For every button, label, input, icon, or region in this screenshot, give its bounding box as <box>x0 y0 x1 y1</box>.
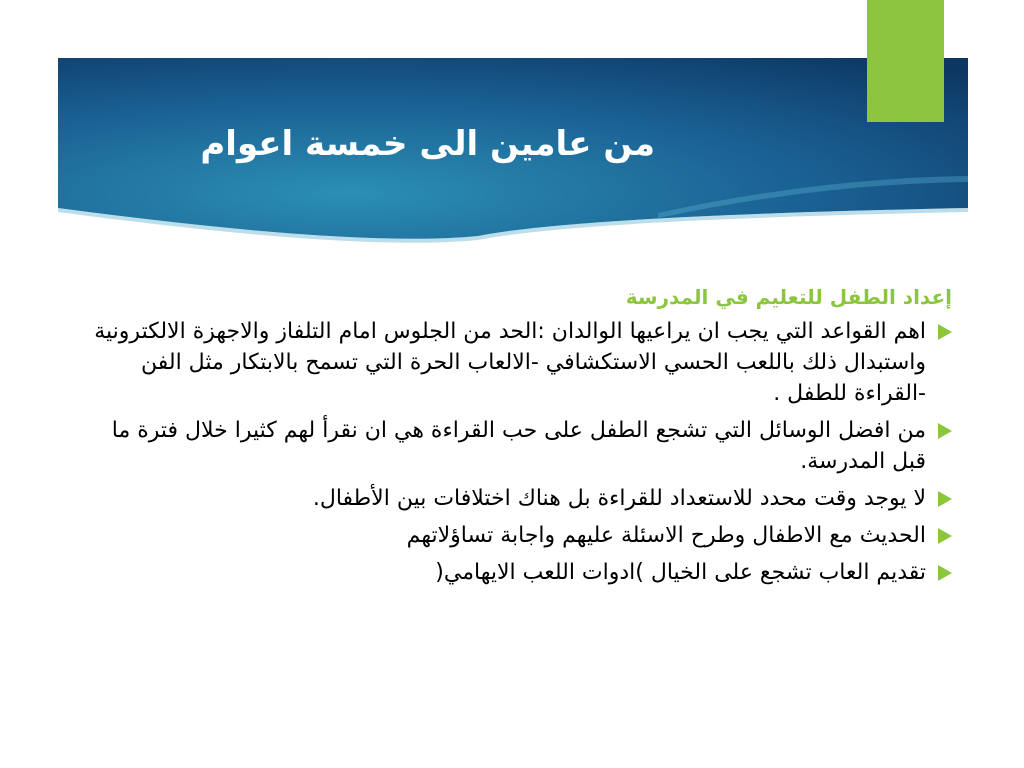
list-item <box>90 520 952 551</box>
triangle-bullet-icon <box>938 528 952 544</box>
triangle-bullet-icon <box>938 491 952 507</box>
triangle-bullet-icon <box>938 423 952 439</box>
slide-content <box>90 280 952 594</box>
list-item <box>90 483 952 514</box>
list-item <box>90 557 952 588</box>
triangle-bullet-icon <box>938 565 952 581</box>
list-item <box>90 316 952 409</box>
accent-bar <box>867 0 944 122</box>
bullet-text: من افضل الوسائل التي تشجع الطفل على حب القراءة هي ان نقرأ لهم كثيرا خلال فترة ما قبل المدرسة. <box>111 418 926 474</box>
slide-title: من عامين الى خمسة اعوام <box>200 124 655 164</box>
bullet-text: اهم القواعد التي يجب ان يراعيها الوالدان :الحد من الجلوس امام التلفاز والاجهزة الالكترونية واستبدال ذلك باللعب الحسي الاستكشافي -الالعاب الحرة التي تسمح بالابتكار مثل الفن -القراءة للطفل . <box>94 319 926 406</box>
bullet-text: لا يوجد وقت محدد للاستعداد للقراءة بل هناك اختلافات بين الأطفال. <box>312 486 926 511</box>
bullet-text: الحديث مع الاطفال وطرح الاسئلة عليهم واجابة تساؤلاتهم <box>406 523 926 548</box>
triangle-bullet-icon <box>938 324 952 340</box>
bullet-list <box>90 316 952 588</box>
subheading: إعداد الطفل للتعليم في المدرسة <box>625 285 952 309</box>
bullet-text: تقديم العاب تشجع على الخيال )ادوات اللعب الايهامي( <box>435 560 926 585</box>
list-item <box>90 415 952 477</box>
